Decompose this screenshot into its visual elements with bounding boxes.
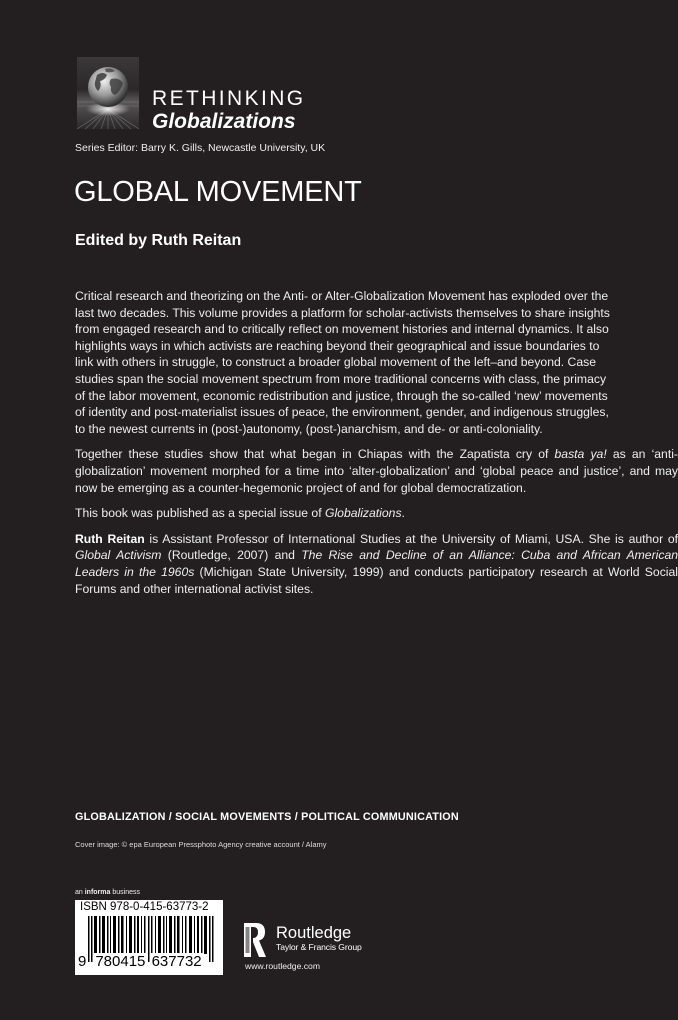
edited-by: Edited by Ruth Reitan [75, 232, 242, 249]
book-title: GLOBAL MOVEMENT [74, 176, 362, 208]
text-span: as an ‘anti-globalization’ movement morphed for a time into ‘alter-globalization’ and ‘global peace and justice’, and may now be emerging as a counter-hegemonic project of and for global democratization. [75, 447, 678, 495]
book-title-italic: Global Activism [75, 548, 162, 563]
italic-phrase: basta ya! [554, 447, 607, 462]
text-span: . [401, 506, 405, 521]
informa-brand: informa [84, 889, 111, 896]
globe-icon [77, 57, 139, 129]
series-name-line1: RETHINKING [152, 87, 306, 110]
barcode-digits [78, 953, 203, 971]
author-bio [75, 531, 678, 597]
blurb-line: highlights ways in which activists are reaching beyond their geographical and issue boundaries to [75, 338, 600, 353]
blurb-paragraph-1 [75, 288, 678, 437]
publisher-name: Routledge [276, 924, 352, 942]
blurb-line: studies span the social movement spectrum from more traditional concerns with class, the primacy [75, 371, 607, 386]
barcode-digit-first: 9 [78, 953, 87, 970]
text-span: an [75, 889, 85, 896]
text-span: Together these studies show that what began in Chiapas with the Zapatista cry of [75, 447, 555, 462]
blurb [75, 288, 678, 606]
subject-categories: GLOBALIZATION / SOCIAL MOVEMENTS / POLITICAL COMMUNICATION [75, 811, 459, 823]
text-span: is Assistant Professor of International Studies at the University of Miami, USA. She is author of [144, 531, 678, 546]
blurb-paragraph-3 [75, 505, 678, 522]
isbn: ISBN 978-0-415-63773-2 [80, 901, 209, 913]
barcode-digit-group: 637732 [151, 953, 202, 970]
blurb-line: of identity and post-materialist issues of peace, the environment, gender, and indigenous struggles, [75, 405, 609, 420]
cover-credit: Cover image: © epa European Pressphoto Agency creative account / Alamy [75, 840, 327, 849]
blurb-line: from engaged research and to critically reflect on movement histories and internal dynamics. It also [75, 322, 609, 337]
blurb-line: of the labor movement, economic redistribution and justice, through the so-called ‘new’ movements [75, 388, 608, 403]
publisher-url: www.routledge.com [245, 961, 320, 971]
text-span: This book was published as a special issue of [75, 506, 325, 521]
series-title [152, 88, 306, 134]
text-span: (Routledge, 2007) and [161, 548, 302, 563]
blurb-paragraph-2 [75, 446, 678, 496]
informa-label [75, 889, 140, 896]
blurb-line: link with others in struggle, to construct a broader global movement of the left–and beyond. Case [75, 355, 596, 370]
blurb-line: Critical research and theorizing on the Anti- or Alter-Globalization Movement has exploded over the [75, 289, 609, 303]
routledge-r-icon [244, 923, 266, 957]
book-title-italic: The Rise and Decline of an Alliance: Cuba and African American Leaders in the 1960s [75, 548, 678, 579]
barcode-digit-group: 780415 [95, 953, 146, 970]
series-name-line2: Globalizations [152, 110, 296, 133]
text-span: (Michigan State University, 1999) and conducts participatory research at World Social Forums and other international activist sites. [75, 564, 678, 596]
publisher-group: Taylor & Francis Group [276, 942, 362, 952]
barcode [75, 900, 223, 975]
journal-title: Globalizations [324, 506, 402, 521]
series-editor: Series Editor: Barry K. Gills, Newcastle University, UK [75, 142, 326, 154]
blurb-line: to the newest currents in (post-)autonomy, (post-)anarchism, and de- or anti-coloniality. [75, 421, 543, 436]
text-span: business [110, 889, 140, 896]
author-name: Ruth Reitan [75, 531, 145, 546]
blurb-line: last two decades. This volume provides a platform for scholar-activists themselves to share insights [75, 305, 610, 320]
